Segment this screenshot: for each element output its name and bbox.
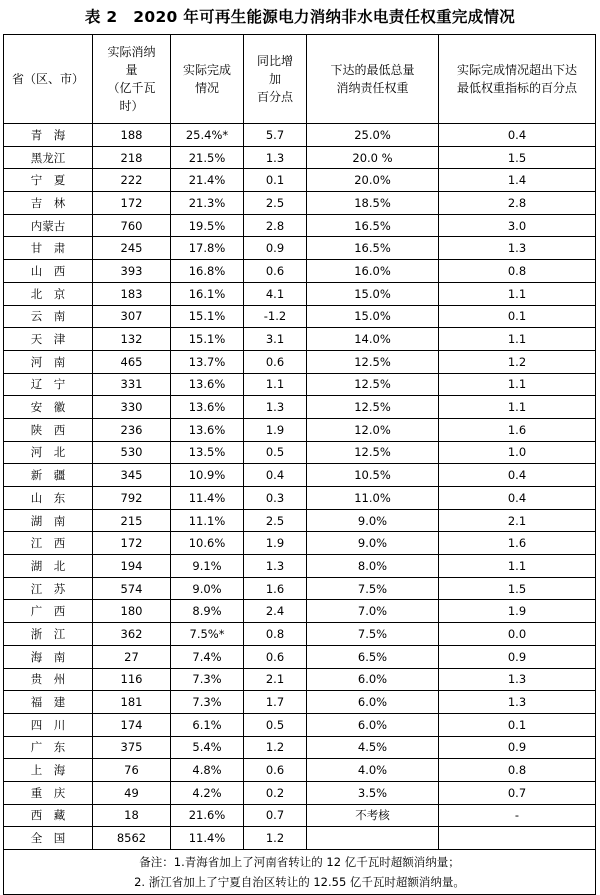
table-row [4,487,596,510]
cell-yoy: 0.5 [244,713,307,736]
cell-exceed: 1.3 [439,691,596,714]
cell-target: 16.0% [307,260,439,283]
cell-consumption: 574 [93,577,171,600]
cell-exceed: 1.2 [439,350,596,373]
table-row [4,214,596,237]
table-row [4,509,596,532]
cell-actual: 15.1% [171,328,244,351]
cell-yoy: 1.3 [244,396,307,419]
header-consumption: 实际消纳 量 （亿千瓦 时） [93,35,171,124]
cell-yoy: 1.3 [244,555,307,578]
cell-exceed: 1.3 [439,237,596,260]
cell-exceed: 2.8 [439,192,596,215]
cell-yoy: 0.5 [244,441,307,464]
cell-actual: 7.3% [171,691,244,714]
cell-consumption: 307 [93,305,171,328]
cell-exceed: 1.1 [439,373,596,396]
cell-target: 4.5% [307,736,439,759]
cell-actual: 11.4% [171,827,244,850]
cell-consumption: 183 [93,282,171,305]
cell-yoy: 1.9 [244,532,307,555]
cell-province: 广 西 [4,600,93,623]
table-row [4,146,596,169]
cell-target: 7.5% [307,577,439,600]
cell-target [307,827,439,850]
cell-yoy: 0.7 [244,804,307,827]
cell-province: 青 海 [4,124,93,147]
cell-consumption: 194 [93,555,171,578]
cell-actual: 21.6% [171,804,244,827]
cell-province: 河 南 [4,350,93,373]
cell-consumption: 172 [93,532,171,555]
cell-consumption: 530 [93,441,171,464]
cell-province: 江 苏 [4,577,93,600]
cell-yoy: 1.2 [244,827,307,850]
cell-actual: 13.6% [171,396,244,419]
table-row [4,623,596,646]
cell-actual: 21.5% [171,146,244,169]
cell-yoy: 4.1 [244,282,307,305]
cell-province: 河 北 [4,441,93,464]
cell-province: 全 国 [4,827,93,850]
cell-consumption: 18 [93,804,171,827]
cell-target: 6.5% [307,645,439,668]
cell-exceed: 1.6 [439,532,596,555]
cell-target: 7.5% [307,623,439,646]
cell-consumption: 465 [93,350,171,373]
cell-consumption: 174 [93,713,171,736]
table-row [4,781,596,804]
cell-exceed: 1.9 [439,600,596,623]
table-row [4,668,596,691]
cell-yoy: 2.4 [244,600,307,623]
cell-exceed [439,827,596,850]
cell-target: 3.5% [307,781,439,804]
cell-target: 16.5% [307,214,439,237]
cell-actual: 7.3% [171,668,244,691]
table-row [4,555,596,578]
cell-yoy: 0.2 [244,781,307,804]
table-row [4,713,596,736]
cell-yoy: 2.8 [244,214,307,237]
cell-exceed: 1.1 [439,328,596,351]
cell-consumption: 76 [93,759,171,782]
cell-consumption: 180 [93,600,171,623]
cell-consumption: 27 [93,645,171,668]
cell-province: 海 南 [4,645,93,668]
cell-yoy: 0.1 [244,169,307,192]
header-yoy: 同比增 加 百分点 [244,35,307,124]
cell-actual: 4.2% [171,781,244,804]
cell-actual: 9.0% [171,577,244,600]
cell-target: 6.0% [307,691,439,714]
cell-target: 12.5% [307,441,439,464]
cell-yoy: 1.3 [244,146,307,169]
table-row [4,169,596,192]
cell-consumption: 132 [93,328,171,351]
cell-consumption: 362 [93,623,171,646]
cell-actual: 4.8% [171,759,244,782]
cell-actual: 5.4% [171,736,244,759]
table-row [4,396,596,419]
cell-actual: 10.6% [171,532,244,555]
table-row [4,260,596,283]
cell-consumption: 331 [93,373,171,396]
notes-row [4,850,596,895]
cell-yoy: 2.5 [244,192,307,215]
cell-exceed: 0.4 [439,464,596,487]
cell-province: 山 东 [4,487,93,510]
cell-exceed: 0.7 [439,781,596,804]
table-row [4,759,596,782]
header-province: 省（区、市） [4,35,93,124]
cell-target: 12.5% [307,350,439,373]
table-row [4,464,596,487]
cell-yoy: 5.7 [244,124,307,147]
cell-exceed: 0.0 [439,623,596,646]
cell-actual: 13.6% [171,418,244,441]
cell-yoy: 1.6 [244,577,307,600]
cell-province: 湖 北 [4,555,93,578]
cell-consumption: 218 [93,146,171,169]
cell-target: 12.5% [307,396,439,419]
cell-province: 辽 宁 [4,373,93,396]
table-row [4,192,596,215]
cell-province: 甘 肃 [4,237,93,260]
cell-province: 重 庆 [4,781,93,804]
cell-exceed: 1.1 [439,282,596,305]
cell-yoy: 0.4 [244,464,307,487]
cell-exceed: 0.4 [439,487,596,510]
cell-actual: 21.3% [171,192,244,215]
table-row [4,736,596,759]
cell-target: 14.0% [307,328,439,351]
table-row [4,328,596,351]
cell-exceed: - [439,804,596,827]
cell-yoy: 0.3 [244,487,307,510]
table-row [4,305,596,328]
cell-target: 12.0% [307,418,439,441]
cell-yoy: 0.8 [244,623,307,646]
cell-target: 16.5% [307,237,439,260]
cell-actual: 7.4% [171,645,244,668]
cell-actual: 11.4% [171,487,244,510]
cell-actual: 16.1% [171,282,244,305]
cell-exceed: 3.0 [439,214,596,237]
cell-target: 7.0% [307,600,439,623]
table-row [4,532,596,555]
cell-province: 江 西 [4,532,93,555]
cell-yoy: 2.1 [244,668,307,691]
table-row [4,124,596,147]
cell-province: 吉 林 [4,192,93,215]
cell-province: 新 疆 [4,464,93,487]
cell-consumption: 181 [93,691,171,714]
cell-consumption: 215 [93,509,171,532]
cell-exceed: 1.1 [439,396,596,419]
table-row [4,350,596,373]
notes-cell [4,850,596,895]
cell-province: 上 海 [4,759,93,782]
cell-target: 12.5% [307,373,439,396]
cell-province: 广 东 [4,736,93,759]
table-row [4,577,596,600]
table-title: 表 2 2020 年可再生能源电力消纳非水电责任权重完成情况 [84,8,516,26]
table-row [4,827,596,850]
cell-target: 4.0% [307,759,439,782]
cell-consumption: 330 [93,396,171,419]
cell-actual: 6.1% [171,713,244,736]
cell-actual: 9.1% [171,555,244,578]
cell-actual: 21.4% [171,169,244,192]
cell-yoy: 1.2 [244,736,307,759]
header-exceed: 实际完成情况超出下达 最低权重指标的百分点 [439,35,596,124]
cell-yoy: 1.1 [244,373,307,396]
cell-exceed: 0.1 [439,713,596,736]
cell-actual: 7.5%* [171,623,244,646]
table-row [4,441,596,464]
cell-province: 宁 夏 [4,169,93,192]
cell-province: 陕 西 [4,418,93,441]
cell-target: 6.0% [307,668,439,691]
cell-actual: 17.8% [171,237,244,260]
cell-exceed: 0.9 [439,736,596,759]
cell-province: 内蒙古 [4,214,93,237]
cell-target: 18.5% [307,192,439,215]
cell-target: 20.0% [307,169,439,192]
cell-yoy: 0.6 [244,759,307,782]
cell-target: 8.0% [307,555,439,578]
cell-actual: 8.9% [171,600,244,623]
cell-yoy: 2.5 [244,509,307,532]
note-line-2: 2. 浙江省加上了宁夏自治区转让的 12.55 亿千瓦时超额消纳量。 [134,875,465,889]
cell-yoy: 0.6 [244,350,307,373]
cell-actual: 19.5% [171,214,244,237]
cell-target: 15.0% [307,305,439,328]
cell-exceed: 0.9 [439,645,596,668]
table-row [4,804,596,827]
cell-exceed: 1.1 [439,555,596,578]
cell-actual: 15.1% [171,305,244,328]
cell-target: 10.5% [307,464,439,487]
cell-consumption: 222 [93,169,171,192]
cell-province: 湖 南 [4,509,93,532]
cell-actual: 11.1% [171,509,244,532]
header-target: 下达的最低总量 消纳责任权重 [307,35,439,124]
cell-target: 不考核 [307,804,439,827]
cell-yoy: 0.9 [244,237,307,260]
cell-yoy: 1.9 [244,418,307,441]
cell-target: 9.0% [307,509,439,532]
cell-province: 贵 州 [4,668,93,691]
cell-target: 25.0% [307,124,439,147]
cell-exceed: 1.5 [439,146,596,169]
cell-exceed: 1.6 [439,418,596,441]
cell-yoy: 3.1 [244,328,307,351]
cell-exceed: 1.0 [439,441,596,464]
cell-exceed: 1.4 [439,169,596,192]
cell-yoy: 0.6 [244,260,307,283]
cell-exceed: 1.3 [439,668,596,691]
cell-yoy: -1.2 [244,305,307,328]
cell-consumption: 393 [93,260,171,283]
cell-consumption: 760 [93,214,171,237]
cell-consumption: 188 [93,124,171,147]
cell-province: 西 藏 [4,804,93,827]
cell-province: 北 京 [4,282,93,305]
cell-province: 浙 江 [4,623,93,646]
cell-target: 6.0% [307,713,439,736]
cell-province: 天 津 [4,328,93,351]
table-row [4,600,596,623]
cell-consumption: 236 [93,418,171,441]
table-row [4,373,596,396]
cell-exceed: 0.4 [439,124,596,147]
cell-actual: 13.6% [171,373,244,396]
consumption-weight-table [3,34,596,895]
cell-consumption: 8562 [93,827,171,850]
cell-actual: 25.4%* [171,124,244,147]
cell-yoy: 0.6 [244,645,307,668]
table-row [4,691,596,714]
table-row [4,282,596,305]
cell-exceed: 0.8 [439,260,596,283]
cell-consumption: 245 [93,237,171,260]
cell-province: 云 南 [4,305,93,328]
cell-consumption: 116 [93,668,171,691]
header-actual: 实际完成 情况 [171,35,244,124]
cell-target: 9.0% [307,532,439,555]
cell-exceed: 2.1 [439,509,596,532]
cell-exceed: 1.5 [439,577,596,600]
cell-yoy: 1.7 [244,691,307,714]
cell-province: 安 徽 [4,396,93,419]
header-row [4,35,596,124]
cell-consumption: 345 [93,464,171,487]
cell-actual: 10.9% [171,464,244,487]
cell-consumption: 792 [93,487,171,510]
cell-province: 四 川 [4,713,93,736]
cell-target: 15.0% [307,282,439,305]
cell-province: 福 建 [4,691,93,714]
cell-consumption: 172 [93,192,171,215]
note-line-1: 备注：1.青海省加上了河南省转让的 12 亿千瓦时超额消纳量； [139,855,460,869]
cell-consumption: 375 [93,736,171,759]
cell-actual: 13.5% [171,441,244,464]
cell-target: 11.0% [307,487,439,510]
table-row [4,418,596,441]
cell-actual: 13.7% [171,350,244,373]
cell-province: 黑龙江 [4,146,93,169]
cell-exceed: 0.8 [439,759,596,782]
cell-actual: 16.8% [171,260,244,283]
table-row [4,645,596,668]
cell-exceed: 0.1 [439,305,596,328]
cell-consumption: 49 [93,781,171,804]
cell-target: 20.0 % [307,146,439,169]
cell-province: 山 西 [4,260,93,283]
table-row [4,237,596,260]
